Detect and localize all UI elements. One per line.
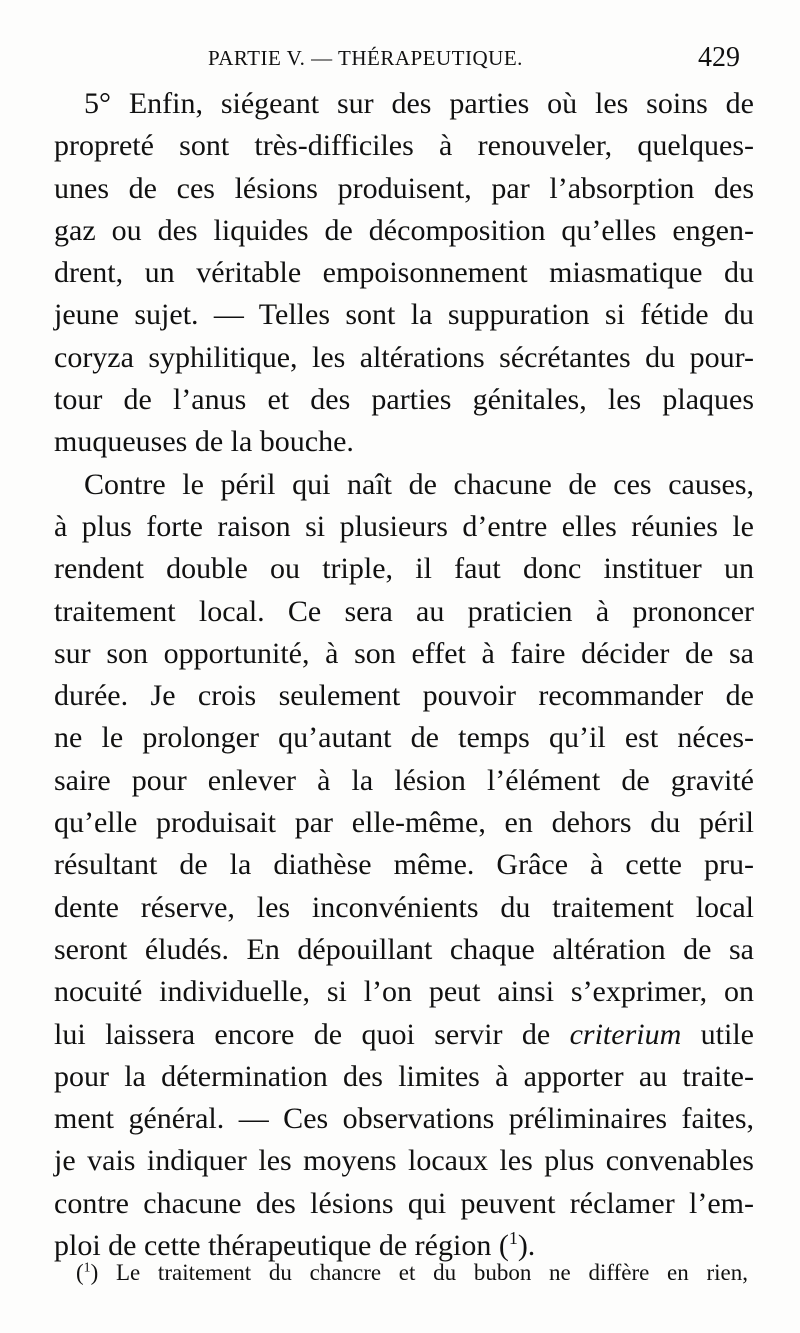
footnote-reference: 1 xyxy=(508,1228,518,1249)
text-line: unes de ces lésions produisent, par l’absorption des xyxy=(54,171,754,205)
italic-term: criterium xyxy=(569,1017,682,1051)
text-line: jeune sujet. — Telles sont la suppuration si fétide du xyxy=(54,298,754,332)
text-line: sur son opportunité, à son effet à faire décider de sa xyxy=(54,636,754,670)
text-line: ment général. — Ces observations préliminaires faites, xyxy=(54,1102,754,1136)
text-line: ne le prolonger qu’autant de temps qu’il est néces- xyxy=(54,721,754,755)
text-line: 5° Enfin, siégeant sur des parties où les soins de xyxy=(84,87,754,120)
text-segment: ). xyxy=(517,1229,536,1263)
body-text xyxy=(54,83,754,1267)
text-line: traitement local. Ce sera au praticien à prononcer xyxy=(54,594,754,628)
running-head xyxy=(208,42,748,76)
footnote xyxy=(76,1258,748,1288)
text-line: drent, un véritable empoisonnement miasmatique du xyxy=(54,256,754,290)
text-line: coryza syphilitique, les altérations sécrétantes du pour- xyxy=(54,340,754,374)
text-line: contre chacune des lésions qui peuvent réclamer l’em- xyxy=(54,1186,754,1220)
text-line: résultant de la diathèse même. Grâce à cette pru- xyxy=(54,848,754,882)
text-segment: lui laissera encore de quoi servir de xyxy=(54,1017,570,1051)
footnote-marker-open: ( xyxy=(76,1260,84,1285)
page-number: 429 xyxy=(698,42,740,73)
footnote-text: Le traitement du chancre et du bubon ne diffère en rien, xyxy=(98,1260,748,1285)
text-line: à plus forte raison si plusieurs d’entre elles réunies le xyxy=(54,509,754,543)
text-line: saire pour enlever à la lésion l’élément de gravité xyxy=(54,763,754,797)
text-line: gaz ou des liquides de décomposition qu’elles engen- xyxy=(54,213,754,247)
text-line: Contre le péril qui naît de chacune de ces causes, xyxy=(84,467,754,501)
running-title: PARTIE V. — THÉRAPEUTIQUE. xyxy=(208,46,523,70)
text-line: durée. Je crois seulement pouvoir recommander de xyxy=(54,679,754,713)
text-line: seront éludés. En dépouillant chaque altération de sa xyxy=(54,932,754,966)
text-line-criterium xyxy=(54,1014,754,1056)
text-line: je vais indiquer les moyens locaux les plus convenables xyxy=(54,1144,754,1178)
text-line: rendent double ou triple, il faut donc instituer un xyxy=(54,552,754,586)
text-line: pour la détermination des limites à apporter au traite- xyxy=(54,1059,754,1093)
text-line: tour de l’anus et des parties génitales, les plaques xyxy=(54,383,754,417)
text-line: nocuité individuelle, si l’on peut ainsi s’exprimer, on xyxy=(54,975,754,1009)
text-line: muqueuses de la bouche. xyxy=(54,425,354,459)
text-segment: utile xyxy=(681,1017,754,1051)
text-line: qu’elle produisait par elle-même, en dehors du péril xyxy=(54,806,754,840)
footnote-marker: 1 xyxy=(83,1259,91,1275)
text-line: propreté sont très-difficiles à renouveler, quelques- xyxy=(54,129,754,163)
footnote-marker-close: ) xyxy=(90,1260,99,1285)
text-segment: ploi de cette thérapeutique de région ( xyxy=(54,1229,509,1263)
text-line: dente réserve, les inconvénients du traitement local xyxy=(54,890,754,924)
